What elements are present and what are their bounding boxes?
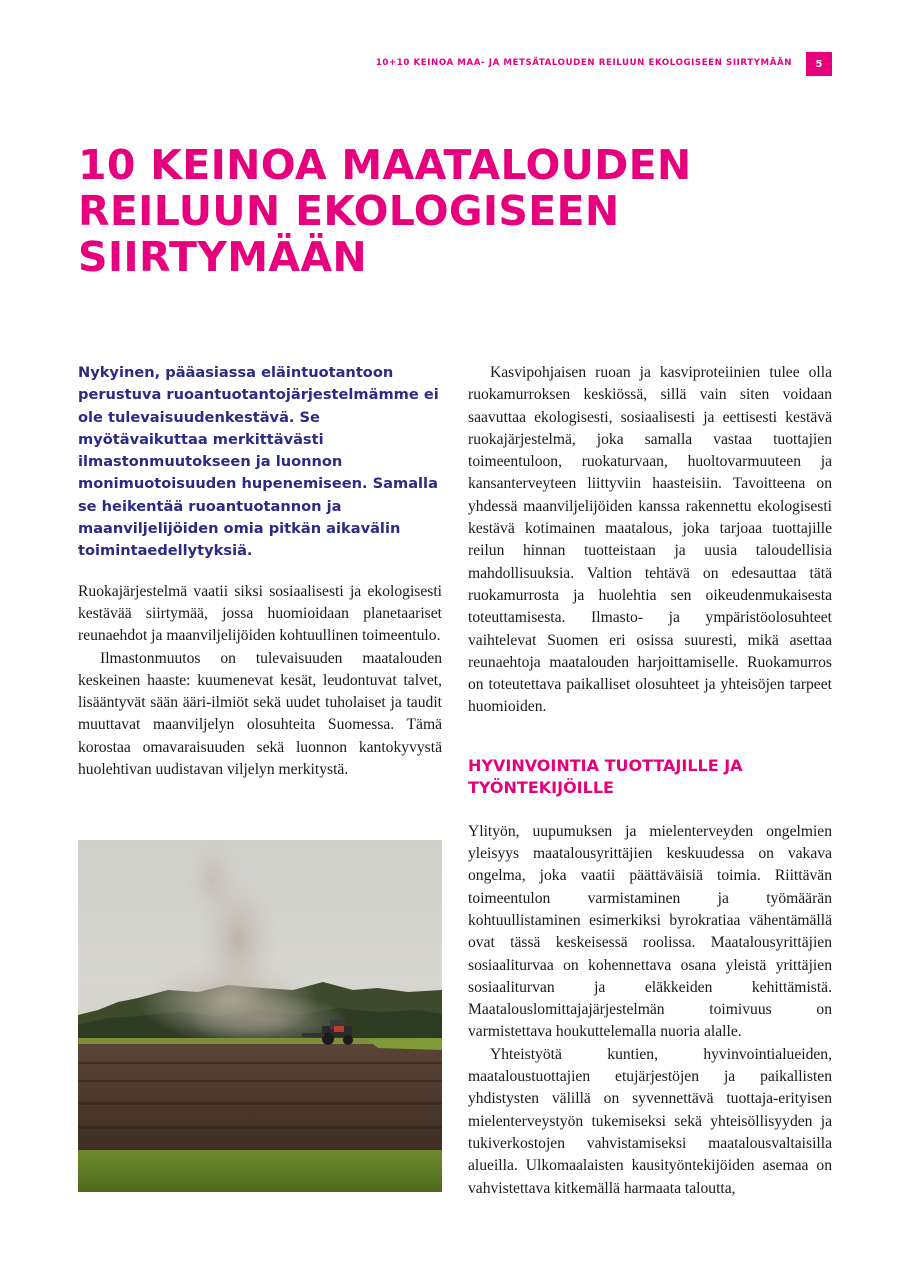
page-title <box>78 142 778 280</box>
running-header: 10+10 KEINOA MAA- JA METSÄTALOUDEN REILUUN EKOLOGISEEN SIIRTYMÄÄN <box>375 58 792 68</box>
body-paragraph: Kasvipohjaisen ruoan ja kasviproteiinien tulee olla ruokamurroksen keskiössä, sillä vain siten voidaan saavuttaa ekologisesti, sosiaalisesti ja eettisesti kestävä ruokajärjestelmä, joka samalla vastaa tuottajien toimeentuloon, ruokaturvaan, huoltovarmuuteen ja kansanterveyteen liittyviin haasteisiin. Tavoitteena on yhdessä maanviljelijöiden kanssa rakennettu ekologisesti kestävä kotimainen maatalous, joka tarjoaa tuottajille reilun hinnan tuotteistaan ja uusia taloudellisia mahdollisuuksia. Valtion tehtävä on edesauttaa tätä ruokamurrosta ja huolehtia sen oikeudenmukaisesta toteuttamisesta. Ilmasto- ja ympäristöolosuhteet vaihtelevat Suomen eri osissa suuresti, mikä asettaa reunaehtoja maatalouden harjoittamiselle. Ruokamurros on toteutettava paikalliset olosuhteet ja yhteisöjen tarpeet huomioiden. <box>468 364 832 716</box>
page-title-line-3: SIIRTYMÄÄN <box>78 233 367 281</box>
body-paragraph: Yhteistyötä kuntien, hyvinvointialueiden, maataloustuottajien etujärjestöjen ja paikallisten yhdistysten välillä on syvennettävä tuottaja-erityisen mielenterveystyön tukemiseksi sekä yhteisöllisyyden ja tukiverkostojen vahvistamiseksi maatalousvaltaisilla alueilla. Ulkomaalaisten kausityöntekijöiden asemaa on vahvistettava kitkemällä harmaata taloutta, <box>468 1045 832 1197</box>
page-number: 5 <box>806 52 832 76</box>
body-paragraph: Ilmastonmuutos on tulevaisuuden maatalouden keskeinen haaste: kuumenevat kesät, leudontuvat talvet, lisääntyvät sään ääri-ilmiöt sekä uudet tuholaiset ja taudit muuttavat maanviljelyn olosuhteita Suomessa. Tämä korostaa omavaraisuuden sekä luonnon kantokyvystä huolehtivan uudistavan viljelyn merkitystä. <box>78 649 442 779</box>
field-tractor-dust-photo <box>78 840 442 1192</box>
page-title-line-1: 10 KEINOA MAATALOUDEN <box>78 141 692 189</box>
body-paragraph: Ylityön, uupumuksen ja mielenterveyden ongelmien yleisyys maatalousyrittäjien keskuudessa on vakava ongelma, joka vaatii päättäväisiä toimia. Riittävän toimeentulon varmistaminen ja työmäärän kohtuullistaminen esimerkiksi byrokratiaa vähentämällä ovat tässä keskeisessä roolissa. Maatalousyrittäjien sosiaaliturvaa on kohennettava osana yleistä yrittäjien sosiaaliturvan ja eläkkeiden kehittämistä. Maatalouslomittajajärjestelmän toimivuus on varmistettava houkuttelemalla nuoria alalle. <box>468 822 832 1041</box>
body-paragraph: Ruokajärjestelmä vaatii siksi sosiaalisesti ja ekologisesti kestävää siirtymää, jossa huomioidaan planetaariset reunaehdot ja maanviljelijöiden kohtuullinen toimeentulo. <box>78 582 442 645</box>
section-heading: HYVINVOINTIA TUOTTAJILLE JA TYÖNTEKIJÖILLE <box>468 755 743 797</box>
lead-paragraph: Nykyinen, pääasiassa eläintuotantoon perustuva ruoantuotantojärjestelmämme ei ole tulevaisuudenkestävä. Se myötävaikuttaa merkittävästi ilmastonmuutokseen ja luonnon monimuotoisuuden hupenemiseen. Samalla se heikentää ruoantuotannon ja maanviljelijöiden omia pitkän aikavälin toimintaedellytyksiä. <box>78 364 439 560</box>
right-column <box>468 362 832 1200</box>
page-title-line-2: REILUUN EKOLOGISEEN <box>78 187 620 235</box>
left-column <box>78 362 442 781</box>
